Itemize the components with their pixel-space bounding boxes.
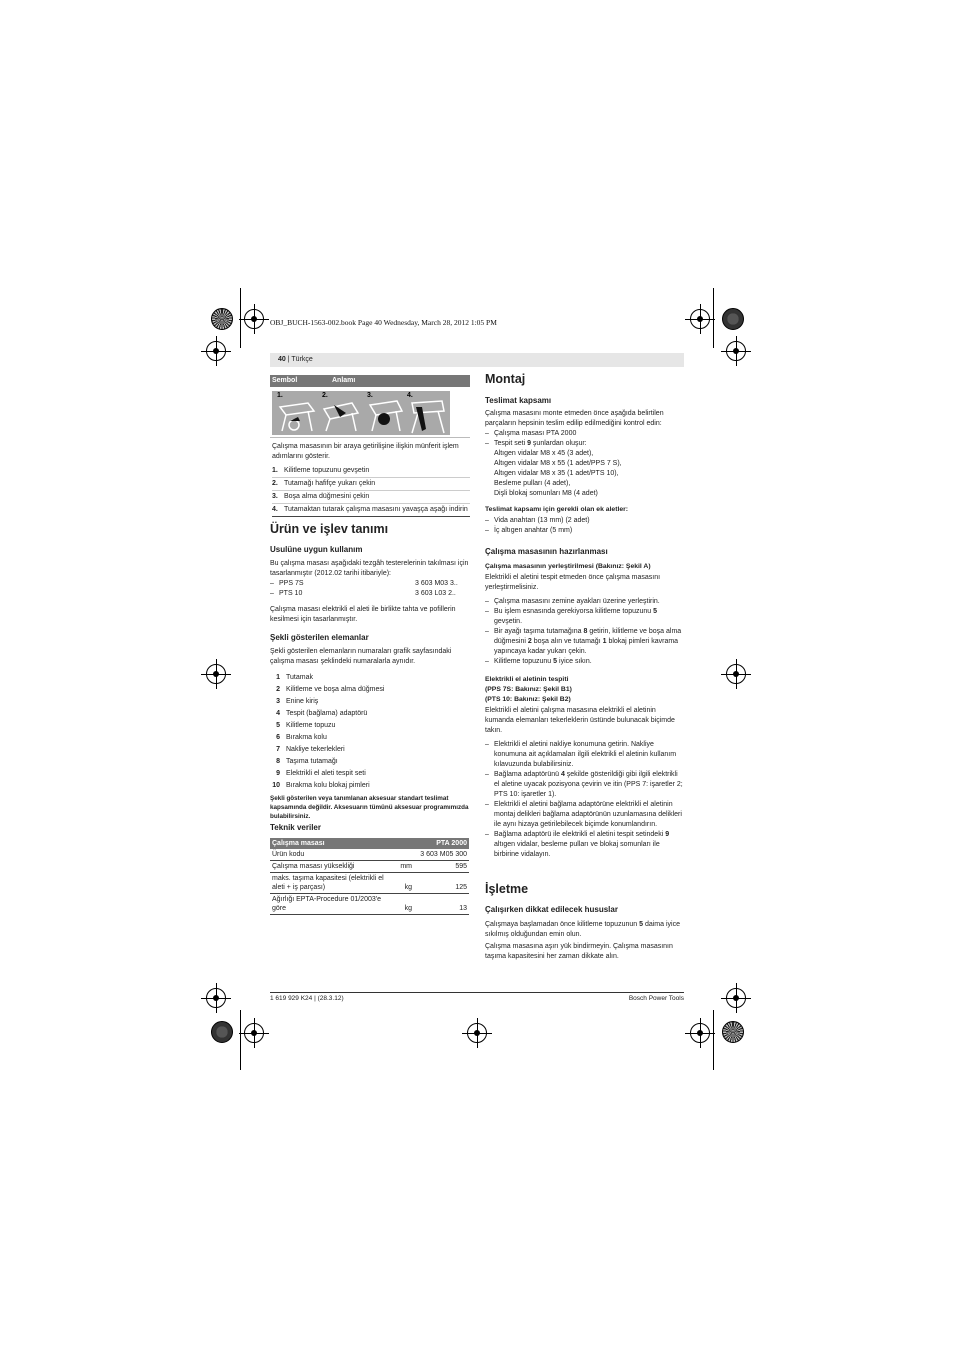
usage-section bbox=[270, 559, 469, 625]
element-item bbox=[270, 780, 469, 792]
symbol-table-body bbox=[272, 442, 470, 517]
element-item bbox=[270, 720, 469, 732]
tech-label: Ağırlığı EPTA-Procedure 01/2003'e göre bbox=[270, 894, 392, 915]
registration-mark-tl2 bbox=[206, 341, 226, 361]
place-text: Bir ayağı taşıma tutamağına bbox=[494, 628, 584, 635]
heading-usage: Usulüne uygun kullanım bbox=[270, 545, 363, 554]
registration-star-tl bbox=[211, 308, 233, 330]
element-item bbox=[270, 672, 469, 684]
element-number: 9 bbox=[276, 770, 280, 777]
heading-tech: Teknik veriler bbox=[270, 823, 321, 832]
tech-table-header bbox=[270, 838, 469, 849]
tech-row bbox=[270, 849, 469, 861]
meaning-col-header: Anlamı bbox=[332, 377, 356, 384]
tech-head-right: PTA 2000 bbox=[436, 840, 467, 847]
tech-label: Çalışma masası yüksekliği bbox=[270, 861, 392, 873]
element-number: 4 bbox=[276, 710, 280, 717]
attention-text: Çalışmaya başlamadan önce kilitleme topuzunun bbox=[485, 921, 640, 928]
delivery-list bbox=[485, 429, 685, 449]
heading-fix-1: Elektrikli el aletinin tespiti bbox=[485, 676, 569, 683]
heading-elements: Şekli gösterilen elemanlar bbox=[270, 633, 369, 642]
heading-fix bbox=[485, 675, 685, 705]
step-list bbox=[272, 465, 470, 517]
registration-star-tr bbox=[722, 308, 744, 330]
elements-paragraph: Şekli gösterilen elemanların numaraları grafik sayfasındaki çalışma masası şeklindeki numaralarla aynıdır. bbox=[270, 648, 452, 665]
place-list bbox=[485, 597, 685, 667]
element-text: Kilitleme ve boşa alma düğmesi bbox=[286, 686, 385, 693]
table-sketch-icon bbox=[272, 391, 450, 435]
heading-product: Ürün ve işlev tanımı bbox=[270, 522, 389, 536]
attention-section bbox=[485, 920, 685, 962]
usage-paragraph-2: Çalışma masası elektrikli el aleti ile birlikte tahta ve pofillerin kesilmesi için tasarlanmıştır. bbox=[270, 606, 456, 623]
crop-mark bbox=[240, 1010, 241, 1070]
delivery-text: şunlardan oluşur: bbox=[530, 440, 587, 447]
registration-star-br bbox=[722, 1021, 744, 1043]
delivery-sublist bbox=[485, 449, 685, 499]
fix-ref: 9 bbox=[665, 831, 670, 838]
fix-item bbox=[485, 770, 685, 800]
tech-value: 3 603 M05 300 bbox=[414, 849, 469, 861]
registration-mark-ml bbox=[206, 664, 226, 684]
pic-label-1: 1. bbox=[277, 392, 283, 399]
element-number: 1 bbox=[276, 674, 280, 681]
fix-text: Bağlama adaptörünü bbox=[494, 771, 561, 778]
element-number: 7 bbox=[276, 746, 280, 753]
step-number: 1. bbox=[272, 467, 278, 474]
element-number: 6 bbox=[276, 734, 280, 741]
page-header-bar bbox=[270, 353, 684, 367]
step-text: Tutamaktan tutarak çalışma masasını yavaşça aşağı indirin bbox=[284, 506, 468, 513]
fix-item: – Elektrikli el aletini bağlama adaptörüne elektrikli el aletinin montaj delikleri bağlama adaptörünün uzunlamasına delikleri ile aynı hizaya getirilebilecek biçimde konumlandırın. bbox=[485, 800, 685, 830]
element-text: Tutamak bbox=[286, 674, 313, 681]
tech-row bbox=[270, 873, 469, 894]
footer-right: Bosch Power Tools bbox=[628, 995, 684, 1002]
step-text: Boşa alma düğmesini çekin bbox=[284, 493, 370, 500]
heading-fix-2: (PPS 7S: Bakınız: Şekil B1) bbox=[485, 686, 572, 693]
registration-mark-tr2 bbox=[726, 341, 746, 361]
footer-rule bbox=[270, 992, 684, 993]
crop-mark bbox=[240, 288, 241, 348]
model-item bbox=[270, 589, 469, 599]
model-item bbox=[270, 579, 469, 589]
fix-ref: 4 bbox=[560, 771, 565, 778]
element-item bbox=[270, 744, 469, 756]
delivery-section bbox=[485, 409, 685, 536]
heading-fix-3: (PTS 10: Bakınız: Şekil B2) bbox=[485, 696, 571, 703]
element-number: 2 bbox=[276, 686, 280, 693]
element-text: Bırakma kolu bbox=[286, 734, 327, 741]
place-ref: 8 bbox=[583, 628, 588, 635]
assembly-step-pictograms bbox=[272, 391, 450, 435]
tools-item: – Vida anahtarı (13 mm) (2 adet) bbox=[485, 516, 685, 526]
place-item: – Çalışma masasını zemine ayakları üzerine yerleştirin. bbox=[485, 597, 685, 607]
usage-paragraph: Bu çalışma masası aşağıdaki tezgâh testerelerinin takılması için tasarlanmıştır (2012.02 tarihi itibariyle): bbox=[270, 560, 469, 577]
fix-text: Bağlama adaptörü ile elektrikli el aletini tespit setindeki bbox=[494, 831, 666, 838]
place-ref: 2 bbox=[527, 638, 532, 645]
heading-delivery: Teslimat kapsamı bbox=[485, 396, 552, 405]
tech-unit: kg bbox=[392, 873, 414, 894]
heading-montaj: Montaj bbox=[485, 372, 526, 386]
crop-mark bbox=[713, 288, 714, 348]
step-row bbox=[272, 478, 470, 491]
element-number: 10 bbox=[272, 782, 280, 789]
tech-unit: mm bbox=[392, 861, 414, 873]
delivery-item: – Çalışma masası PTA 2000 bbox=[485, 429, 685, 439]
place-text: blokaj pimleri kavrama yapıncaya kadar yukarı çekin. bbox=[494, 638, 679, 655]
fix-item bbox=[485, 830, 685, 860]
file-line: OBJ_BUCH-1563-002.book Page 40 Wednesday, March 28, 2012 1:05 PM bbox=[270, 318, 497, 327]
accessory-note: Şekli gösterilen veya tanımlanan aksesuar standart teslimat kapsamında değildir. Aksesuarın tümünü aksesuar programımızda bulabilirsiniz. bbox=[270, 795, 469, 820]
fix-text: şekilde gösterildiği gibi ilgili elektrikli el aletine uyacak pozisyona çevirin ve itin (PPS 7: işaretler 2; PTS 10: işaretler 1). bbox=[494, 771, 683, 798]
element-number: 8 bbox=[276, 758, 280, 765]
tech-value: 13 bbox=[414, 894, 469, 915]
attention-paragraph-2: Çalışma masasına aşırı yük bindirmeyin. Çalışma masasının taşıma kapasitesini her zaman dikkate alın. bbox=[485, 943, 673, 960]
heading-prep: Çalışma masasının hazırlanması bbox=[485, 547, 608, 556]
delivery-paragraph: Çalışma masasını monte etmeden önce aşağıda belirtilen parçaların hepsinin teslim edilip edilmediğini kontrol edin: bbox=[485, 410, 664, 427]
tech-label: maks. taşıma kapasitesi (elektrikli el aleti + iş parçası) bbox=[270, 873, 392, 894]
tech-unit: kg bbox=[392, 894, 414, 915]
model-list bbox=[270, 579, 469, 599]
crop-mark bbox=[713, 1010, 714, 1070]
registration-mark-bl2 bbox=[244, 1023, 264, 1043]
tools-list bbox=[485, 516, 685, 536]
delivery-item bbox=[485, 439, 685, 449]
place-item bbox=[485, 627, 685, 657]
tech-row bbox=[270, 894, 469, 915]
tech-label: Ürün kodu bbox=[270, 849, 392, 861]
place-item bbox=[485, 607, 685, 627]
model-code: 3 603 M03 3.. bbox=[415, 580, 458, 587]
element-item bbox=[270, 684, 469, 696]
footer-left: 1 619 929 K24 | (28.3.12) bbox=[270, 995, 344, 1002]
element-number: 5 bbox=[276, 722, 280, 729]
step-row bbox=[272, 491, 470, 504]
header-separator: | bbox=[287, 356, 290, 363]
attention-text: daima iyice sıkılmış olduğundan emin olun. bbox=[485, 921, 680, 938]
delivery-subitem: Altıgen vidalar M8 x 45 (3 adet), bbox=[494, 450, 594, 457]
element-text: Nakliye tekerlekleri bbox=[286, 746, 345, 753]
registration-mark-bl bbox=[206, 988, 226, 1008]
element-number: 3 bbox=[276, 698, 280, 705]
element-item bbox=[270, 756, 469, 768]
element-item bbox=[270, 768, 469, 780]
registration-mark-tl bbox=[244, 309, 264, 329]
heading-attention: Çalışırken dikkat edilecek hususlar bbox=[485, 905, 618, 914]
step-text: Tutamağı hafifçe yukarı çekin bbox=[284, 480, 376, 487]
tech-value: 595 bbox=[414, 861, 469, 873]
model-name: – PTS 10 bbox=[279, 590, 303, 597]
tech-head-left: Çalışma masası bbox=[272, 840, 325, 847]
step-number: 4. bbox=[272, 506, 278, 513]
tech-table-wrap bbox=[270, 838, 469, 915]
model-name: – PPS 7S bbox=[279, 580, 304, 587]
registration-mark-br2 bbox=[690, 1023, 710, 1043]
prep-section bbox=[485, 562, 685, 860]
step-row bbox=[272, 504, 470, 517]
delivery-subitem: Besleme pulları (4 adet), bbox=[494, 480, 571, 487]
step-number: 3. bbox=[272, 493, 278, 500]
place-item bbox=[485, 657, 685, 667]
symbol-description: Çalışma masasının bir araya getirilişine ilişkin münferit işlem adımlarını gösterir. bbox=[272, 443, 459, 460]
tech-value: 125 bbox=[414, 873, 469, 894]
registration-mark-bc bbox=[467, 1023, 487, 1043]
header-language: Türkçe bbox=[291, 356, 313, 363]
step-text: Kilitleme topuzunu gevşetin bbox=[284, 467, 370, 474]
elements-list bbox=[270, 672, 469, 792]
pic-label-4: 4. bbox=[407, 392, 413, 399]
delivery-subitem: Altıgen vidalar M8 x 35 (1 adet/PTS 10), bbox=[494, 470, 619, 477]
registration-mark-tr bbox=[690, 309, 710, 329]
place-ref: 5 bbox=[553, 658, 558, 665]
pic-divider bbox=[270, 437, 470, 438]
heading-tools: Teslimat kapsamı için gerekli olan ek aletler: bbox=[485, 506, 629, 513]
elements-section bbox=[270, 647, 469, 821]
place-text: getirin, kilitleme ve boşa alma düğmesini bbox=[494, 628, 682, 645]
element-item bbox=[270, 732, 469, 744]
page-header bbox=[278, 355, 313, 365]
heading-operation: İşletme bbox=[485, 882, 529, 896]
pic-label-2: 2. bbox=[322, 392, 328, 399]
fix-paragraph: Elektrikli el aletini çalışma masasına elektrikli el aletinin kumanda elemanları tekerleklerin üstünde bulunacak biçimde takın. bbox=[485, 707, 675, 734]
element-text: Elektrikli el aleti tespit seti bbox=[286, 770, 366, 777]
delivery-subitem: Dişli blokaj somunları M8 (4 adet) bbox=[494, 490, 598, 497]
place-text: Kilitleme topuzunu bbox=[494, 658, 554, 665]
heading-place: Çalışma masasının yerleştirilmesi (Bakınız: Şekil A) bbox=[485, 563, 651, 570]
tech-table bbox=[270, 838, 469, 915]
step-row bbox=[272, 465, 470, 478]
element-text: Tespit (bağlama) adaptörü bbox=[286, 710, 368, 717]
registration-star-bl bbox=[211, 1021, 233, 1043]
place-text: Bu işlem esnasında gerekiyorsa kilitleme topuzunu bbox=[494, 608, 654, 615]
page-number: 40 bbox=[278, 356, 286, 363]
element-text: Enine kiriş bbox=[286, 698, 319, 705]
tech-unit bbox=[392, 849, 414, 861]
symbol-col-header: Sembol bbox=[272, 377, 298, 384]
element-item bbox=[270, 696, 469, 708]
registration-mark-br bbox=[726, 988, 746, 1008]
element-item bbox=[270, 708, 469, 720]
element-text: Taşıma tutamağı bbox=[286, 758, 338, 765]
fix-text: altıgen vidalar, besleme pulları ve blokaj somunları ile birbirine vidalayın. bbox=[494, 841, 660, 858]
place-paragraph: Elektrikli el aletini tespit etmeden önce çalışma masasını yerleştirmelisiniz. bbox=[485, 574, 661, 591]
element-text: Kilitleme topuzu bbox=[286, 722, 336, 729]
delivery-subitem: Altıgen vidalar M8 x 55 (1 adet/PPS 7 S), bbox=[494, 460, 622, 467]
place-ref: 5 bbox=[653, 608, 658, 615]
place-text: boşa alın ve tutamağı bbox=[531, 638, 603, 645]
place-text: iyice sıkın. bbox=[557, 658, 592, 665]
attention-paragraph-1 bbox=[485, 920, 685, 940]
tools-item: – İç altıgen anahtar (5 mm) bbox=[485, 526, 685, 536]
registration-mark-mr bbox=[726, 664, 746, 684]
symbol-table-header bbox=[270, 375, 470, 387]
fix-list bbox=[485, 740, 685, 860]
place-ref: 1 bbox=[602, 638, 607, 645]
step-number: 2. bbox=[272, 480, 278, 487]
tech-row bbox=[270, 861, 469, 873]
fix-item: – Elektrikli el aletini nakliye konumuna getirin. Nakliye konumuna ait açıklamaları ilgili elektrikli el aletinin kullanım kılavuzunda bulabilirsiniz. bbox=[485, 740, 685, 770]
element-text: Bırakma kolu blokaj pimleri bbox=[286, 782, 370, 789]
model-code: 3 603 L03 2.. bbox=[415, 590, 456, 597]
delivery-text: Tespit seti bbox=[494, 440, 528, 447]
place-text: gevşetin. bbox=[494, 618, 523, 625]
pic-label-3: 3. bbox=[367, 392, 373, 399]
attention-ref: 5 bbox=[639, 921, 643, 928]
delivery-ref: 9 bbox=[527, 440, 531, 447]
